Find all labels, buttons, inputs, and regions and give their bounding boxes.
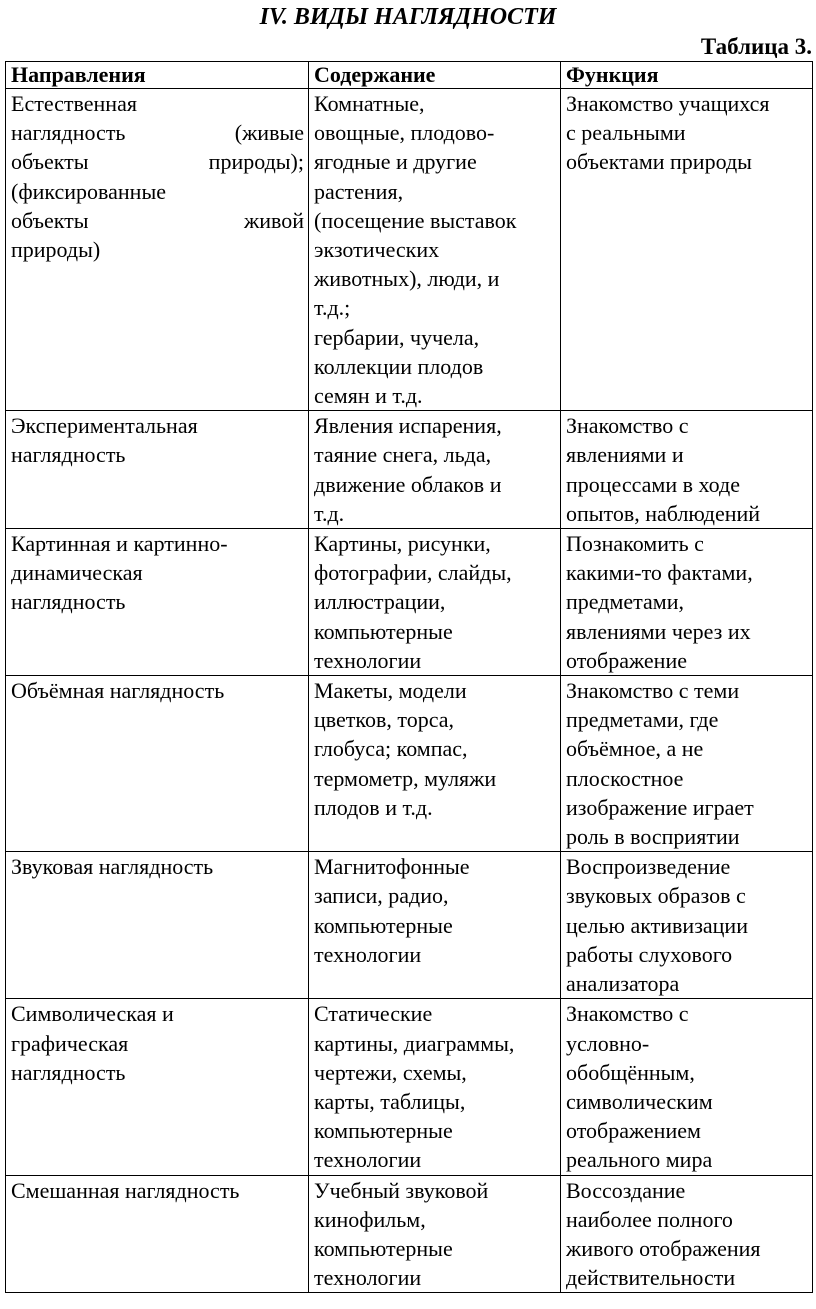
cell-line: объектами природы xyxy=(566,149,752,175)
table-body xyxy=(6,89,813,1293)
cell-line: технологии xyxy=(314,1265,422,1291)
cell-line: Учебный звуковой xyxy=(314,1177,489,1203)
cell-line: явлениями через их xyxy=(566,618,751,644)
cell-line: семян и т.д. xyxy=(314,383,423,409)
cell-line: Картинная и картинно- xyxy=(11,531,228,557)
content-cell xyxy=(309,676,561,852)
cell-line: Смешанная наглядность xyxy=(11,1177,240,1203)
function-cell xyxy=(561,411,813,529)
visual-aids-table xyxy=(5,61,813,1293)
cell-line: Комнатные, xyxy=(314,91,425,116)
cell-line: динамическая xyxy=(11,560,143,586)
cell-line: наиболее полного xyxy=(566,1206,733,1232)
cell-line: компьютерные xyxy=(314,912,453,938)
table-row xyxy=(6,89,813,411)
cell-line: Статические xyxy=(314,1001,433,1027)
cell-line: Макеты, модели xyxy=(314,678,467,704)
cell-line: коллекции плодов xyxy=(314,353,484,379)
cell-line: реального мира xyxy=(566,1147,713,1173)
cell-line: компьютерные xyxy=(314,1118,453,1144)
cell-line: технологии xyxy=(314,941,422,967)
cell-line: Объёмная наглядность xyxy=(11,678,225,704)
cell-line: цветков, торса, xyxy=(314,707,454,733)
function-cell xyxy=(561,676,813,852)
cell-line: Познакомить с xyxy=(566,531,704,557)
table-row xyxy=(6,1175,813,1293)
cell-line: отображением xyxy=(566,1118,701,1144)
direction-cell xyxy=(6,999,309,1175)
cell-line: (фиксированные xyxy=(11,178,166,204)
function-cell xyxy=(561,1175,813,1293)
cell-line: Знакомство с xyxy=(566,1001,689,1027)
cell-line: графическая xyxy=(11,1030,129,1056)
cell-line: целью активизации xyxy=(566,912,748,938)
table-row xyxy=(6,411,813,529)
cell-line: объёмное, а не xyxy=(566,736,704,762)
cell-line: Звуковая наглядность xyxy=(11,854,214,880)
cell-line: животных), люди, и xyxy=(314,266,500,292)
cell-line: природы) xyxy=(11,237,101,263)
cell-line: овощные, плодово- xyxy=(314,120,495,146)
cell-line: Магнитофонные xyxy=(314,854,470,880)
cell-line: технологии xyxy=(314,647,422,673)
cell-line: наглядность xyxy=(11,589,126,615)
content-cell xyxy=(309,89,561,411)
table-header-row xyxy=(6,62,813,89)
cell-line: какими-то фактами, xyxy=(566,560,753,586)
cell-line: процессами в ходе xyxy=(566,471,740,497)
cell-line: таяние снега, льда, xyxy=(314,442,492,468)
direction-cell xyxy=(6,411,309,529)
cell-line: опытов, наблюдений xyxy=(566,500,761,526)
content-cell xyxy=(309,999,561,1175)
content-cell xyxy=(309,411,561,529)
content-cell xyxy=(309,852,561,999)
cell-line: компьютерные xyxy=(314,1235,453,1261)
cell-line: картины, диаграммы, xyxy=(314,1030,515,1056)
cell-line: Картины, рисунки, xyxy=(314,531,491,557)
cell-line: с реальными xyxy=(566,120,686,146)
cell-line: Экспериментальная xyxy=(11,413,198,439)
table-row xyxy=(6,676,813,852)
cell-line: наглядность xyxy=(11,442,126,468)
cell-line: объекты живой xyxy=(11,207,304,233)
cell-line: Воспроизведение xyxy=(566,854,731,880)
cell-line: движение облаков и xyxy=(314,471,502,497)
direction-cell xyxy=(6,676,309,852)
cell-line: т.д. xyxy=(314,500,345,526)
cell-line: Естественная xyxy=(11,91,137,116)
cell-line: анализатора xyxy=(566,971,680,997)
cell-line: плоскостное xyxy=(566,765,684,791)
table-caption: Таблица 3. xyxy=(700,34,812,59)
cell-line: звуковых образов с xyxy=(566,883,746,909)
cell-line: термометр, муляжи xyxy=(314,765,497,791)
cell-line: Воссоздание xyxy=(566,1177,686,1203)
cell-line: роль в восприятии xyxy=(566,824,740,850)
cell-line: записи, радио, xyxy=(314,883,449,909)
cell-line: предметами, где xyxy=(566,707,719,733)
direction-cell xyxy=(6,89,309,411)
cell-line: глобуса; компас, xyxy=(314,736,468,762)
column-header-direction: Направления xyxy=(6,62,309,89)
cell-line: кинофильм, xyxy=(314,1206,426,1232)
table-row xyxy=(6,529,813,676)
cell-line: Знакомство с xyxy=(566,413,689,439)
cell-line: карты, таблицы, xyxy=(314,1088,466,1114)
direction-cell xyxy=(6,1175,309,1293)
cell-line: изображение играет xyxy=(566,794,754,820)
cell-line: гербарии, чучела, xyxy=(314,324,480,350)
cell-line: объекты природы); xyxy=(11,149,304,175)
cell-line: явлениями и xyxy=(566,442,684,468)
cell-line: иллюстрации, xyxy=(314,589,446,615)
content-cell xyxy=(309,1175,561,1293)
cell-line: Знакомство учащихся xyxy=(566,91,770,116)
function-cell xyxy=(561,89,813,411)
function-cell xyxy=(561,852,813,999)
cell-line: т.д.; xyxy=(314,295,351,321)
function-cell xyxy=(561,529,813,676)
cell-line: (посещение выставок xyxy=(314,207,517,233)
cell-line: наглядность (живые xyxy=(11,120,304,146)
column-header-content: Содержание xyxy=(309,62,561,89)
cell-line: работы слухового xyxy=(566,941,733,967)
direction-cell xyxy=(6,529,309,676)
cell-line: фотографии, слайды, xyxy=(314,560,512,586)
cell-line: плодов и т.д. xyxy=(314,794,433,820)
column-header-function: Функция xyxy=(561,62,813,89)
direction-cell xyxy=(6,852,309,999)
document-title: IV. ВИДЫ НАГЛЯДНОСТИ xyxy=(259,4,557,30)
table-row xyxy=(6,852,813,999)
cell-line: условно- xyxy=(566,1030,650,1056)
content-cell xyxy=(309,529,561,676)
cell-line: ягодные и другие xyxy=(314,149,477,175)
cell-line: предметами, xyxy=(566,589,684,615)
cell-line: отображение xyxy=(566,647,687,673)
cell-line: растения, xyxy=(314,178,404,204)
cell-line: Знакомство с теми xyxy=(566,678,740,704)
cell-line: наглядность xyxy=(11,1059,126,1085)
cell-line: символическим xyxy=(566,1088,713,1114)
cell-line: чертежи, схемы, xyxy=(314,1059,467,1085)
function-cell xyxy=(561,999,813,1175)
cell-line: компьютерные xyxy=(314,618,453,644)
cell-line: живого отображения xyxy=(566,1235,761,1261)
cell-line: экзотических xyxy=(314,237,440,263)
cell-line: обобщённым, xyxy=(566,1059,695,1085)
cell-line: технологии xyxy=(314,1147,422,1173)
table-row xyxy=(6,999,813,1175)
cell-line: Явления испарения, xyxy=(314,413,502,439)
cell-line: действительности xyxy=(566,1265,736,1291)
cell-line: Символическая и xyxy=(11,1001,174,1027)
